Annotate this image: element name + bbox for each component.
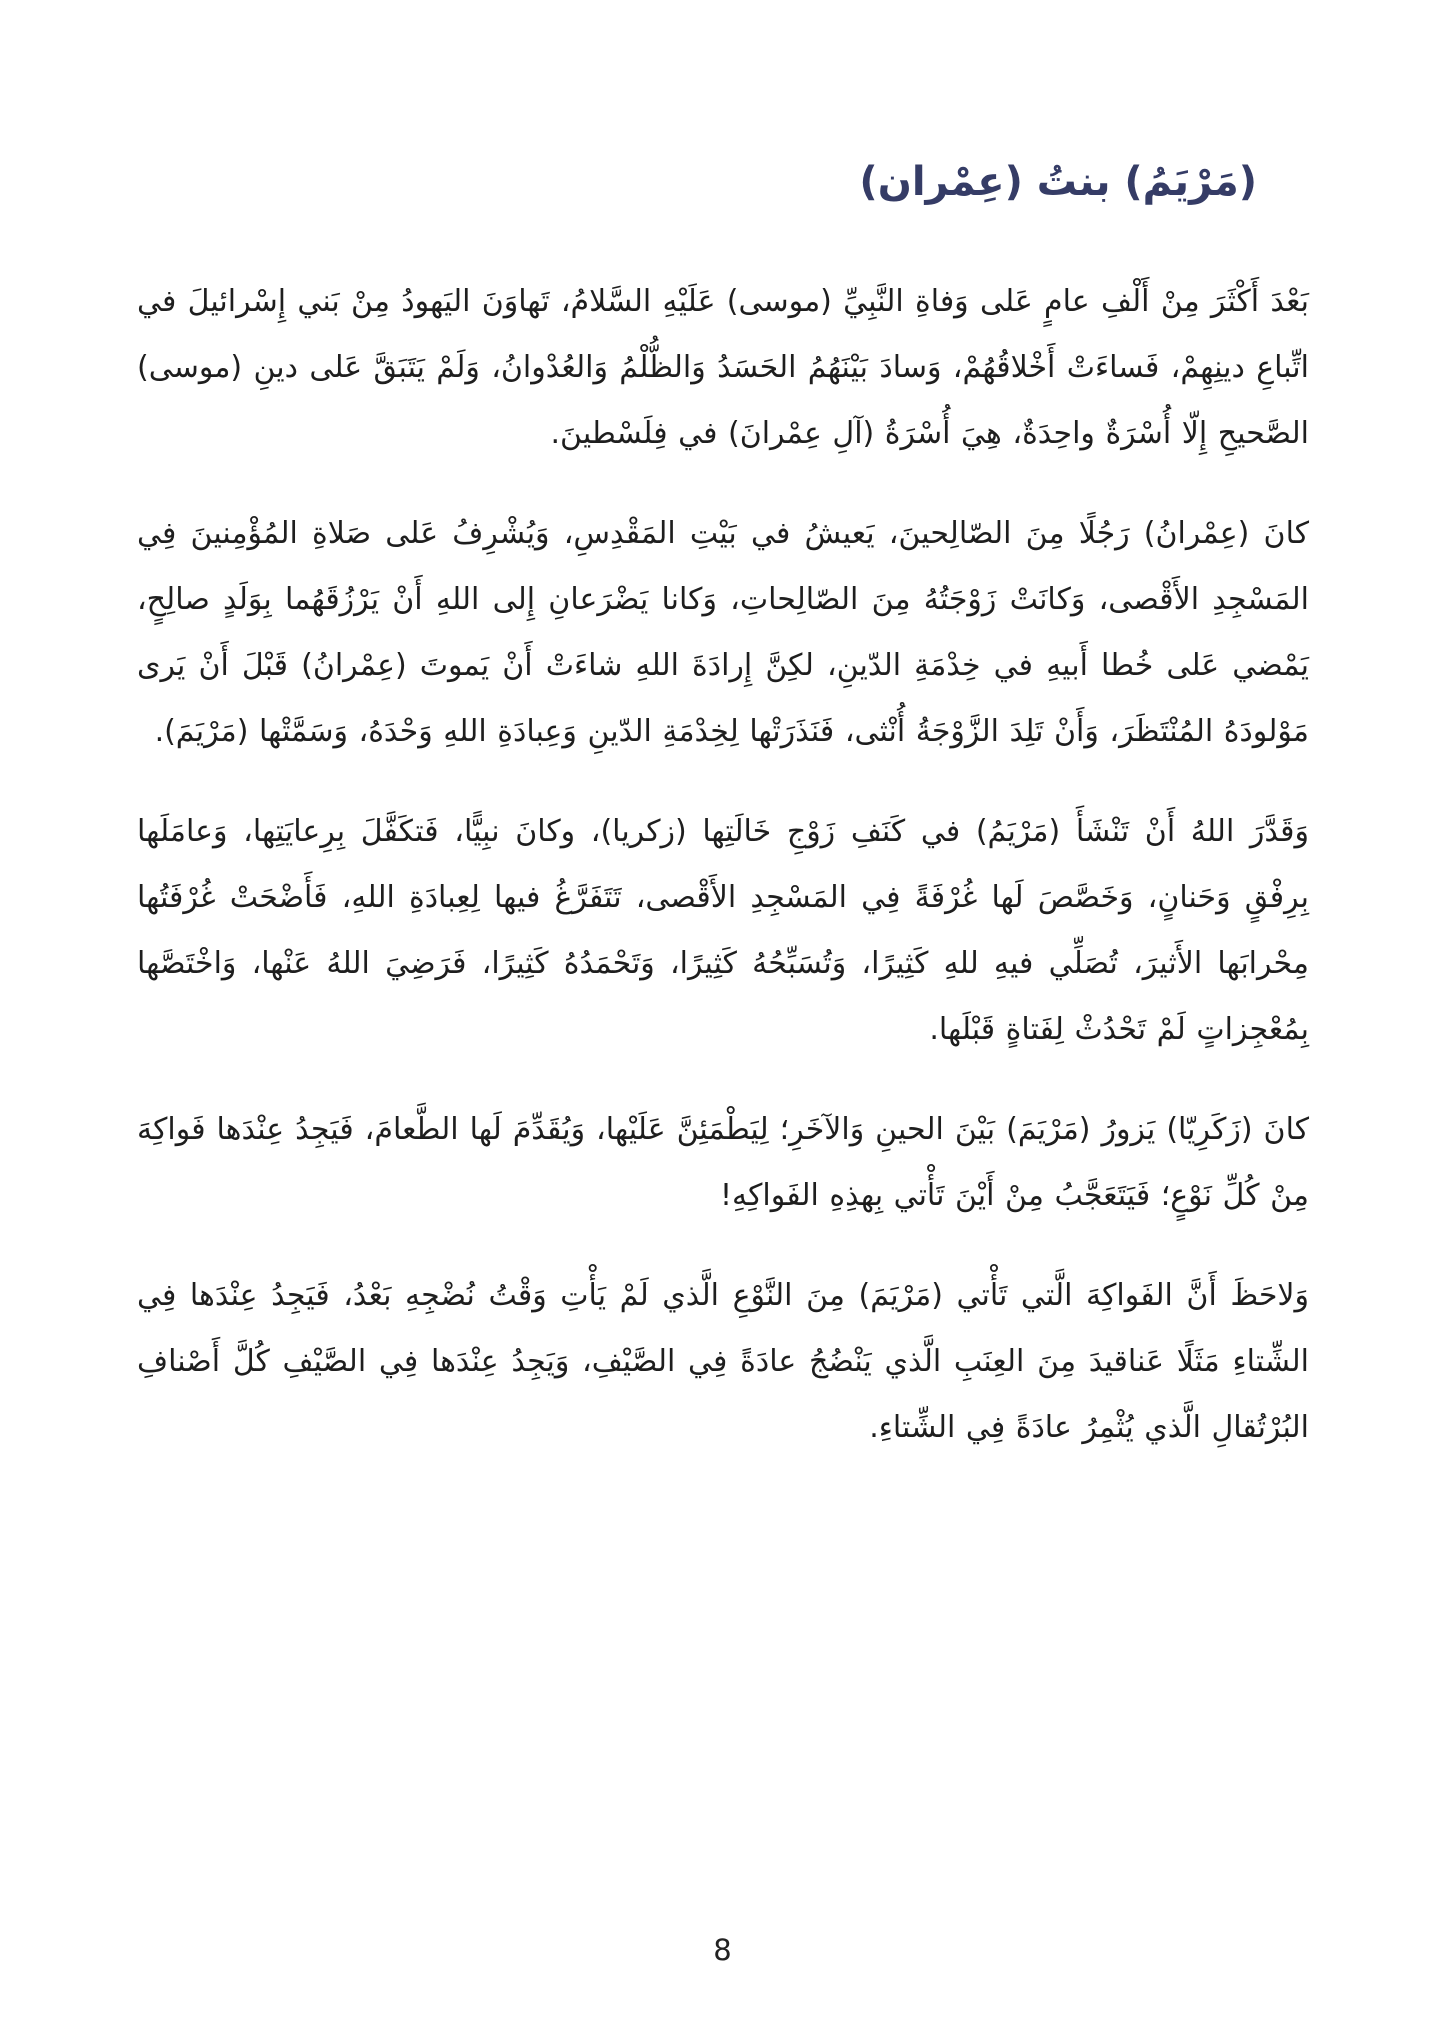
text-block (137, 150, 1309, 1495)
page-number: 8 (713, 1933, 732, 1967)
paragraph-4: كانَ (زَكَرِيّا) يَزورُ (مَرْيَمَ) بَيْنَ الحينِ وَالآخَرِ؛ لِيَطْمَئِنَّ عَلَيْها، وَيُقَدِّمَ لَها الطَّعامَ، فَيَجِدُ عِنْدَها فَواكِهَ مِنْ كُلِّ نَوْعٍ؛ فَيَتَعَجَّبُ مِنْ أَيْنَ تَأْتي بِهذِهِ الفَواكِهِ! (137, 1112, 1309, 1213)
paragraph-3: وَقَدَّرَ اللهُ أَنْ تَنْشَأَ (مَرْيَمُ) في كَنَفِ زَوْجِ خَالَتِها (زكريا)، وكانَ نبِيًّا، فَتكَفَّلَ بِرِعايَتِها، وَعامَلَها بِرِفْقٍ وَحَنانٍ، وَخَصَّصَ لَها غُرْفَةً فِي المَسْجِدِ الأَقْصى، تَتَفَرَّغُ فيها لِعِبادَةِ اللهِ، فَأَضْحَتْ غُرْفَتُها مِحْرابَها الأَثيرَ، تُصَلِّي فيهِ للهِ كَثِيرًا، وَتُسَبِّحُهُ كَثِيرًا، وَتَحْمَدُهُ كَثِيرًا، فَرَضِيَ اللهُ عَنْها، وَاخْتَصَّها بِمُعْجِزاتٍ لَمْ تَحْدُثْ لِفَتاةٍ قَبْلَها. (137, 814, 1309, 1047)
paragraph-2: كانَ (عِمْرانُ) رَجُلًا مِنَ الصّالِحينَ، يَعيشُ في بَيْتِ المَقْدِسِ، وَيُشْرِفُ عَلى صَلاةِ المُؤْمِنينَ فِي المَسْجِدِ الأَقْصى، وَكانَتْ زَوْجَتُهُ مِنَ الصّالِحاتِ، وَكانا يَضْرَعانِ إِلى اللهِ أَنْ يَرْزُقَهُما بِوَلَدٍ صالِحٍ، يَمْضي عَلى خُطا أَبيهِ في خِدْمَةِ الدّينِ، لكِنَّ إِرادَةَ اللهِ شاءَتْ أَنْ يَموتَ (عِمْرانُ) قَبْلَ أَنْ يَرى مَوْلودَهُ المُنْتَظَرَ، وَأَنْ تَلِدَ الزَّوْجَةُ أُنْثى، فَنَذَرَتْها لِخِدْمَةِ الدّينِ وَعِبادَةِ اللهِ وَحْدَهُ، وَسَمَّتْها (مَرْيَمَ). (137, 516, 1309, 749)
page-title: (مَرْيَمُ) بنتُ (عِمْران) (859, 159, 1257, 205)
paragraph-5: وَلاحَظَ أَنَّ الفَواكِهَ الَّتي تَأْتي (مَرْيَمَ) مِنَ النَّوْعِ الَّذي لَمْ يَأْتِ وَقْتُ نُضْجِهِ بَعْدُ، فَيَجِدُ عِنْدَها فِي الشِّتاءِ مَثَلًا عَناقيدَ مِنَ العِنَبِ الَّذي يَنْضُجُ عادَةً فِي الصَّيْفِ، وَيَجِدُ عِنْدَها فِي الصَّيْفِ كُلَّ أَصْنافِ البُرْتُقالِ الَّذي يُثْمِرُ عادَةً فِي الشِّتاءِ. (137, 1278, 1309, 1445)
paragraph-1: بَعْدَ أَكْثَرَ مِنْ أَلْفِ عامٍ عَلى وَفاةِ النَّبِيِّ (موسى) عَلَيْهِ السَّلامُ، تَهاوَنَ اليَهودُ مِنْ بَني إِسْرائيلَ في اتِّباعِ دينِهِمْ، فَساءَتْ أَخْلاقُهُمْ، وَسادَ بَيْنَهُمُ الحَسَدُ وَالظُّلْمُ وَالعُدْوانُ، وَلَمْ يَتَبَقَّ عَلى دينِ (موسى) الصَّحيحِ إِلّا أُسْرَةٌ واحِدَةٌ، هِيَ أُسْرَةُ (آلِ عِمْرانَ) في فِلَسْطينَ. (137, 284, 1309, 451)
